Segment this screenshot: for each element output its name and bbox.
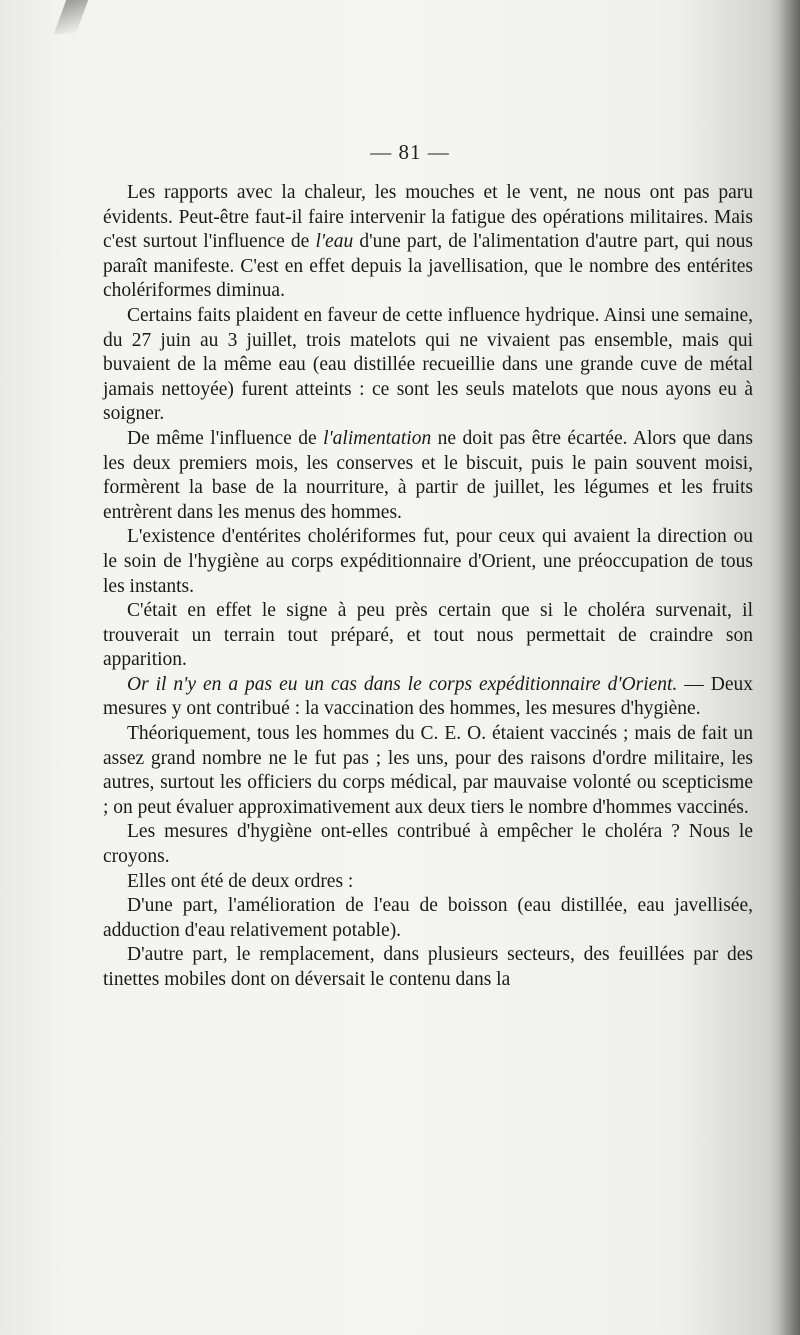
paragraph-water-improvement: D'une part, l'amélioration de l'eau de boisson (eau distillée, eau javellisée, adduction d'eau relativement potable). <box>103 895 753 941</box>
body-text <box>103 181 753 993</box>
emphasis-no-case: Or il n'y en a pas eu un cas dans le corps expéditionnaire d'Orient. <box>127 673 678 695</box>
paragraph-cholera-sign: C'était en effet le signe à peu près certain que si le choléra survenait, il trouverait un terrain tout préparé, et tout nous permettait de craindre son apparition. <box>103 600 753 671</box>
paragraph-water-influence: Certains faits plaident en faveur de cette influence hydrique. Ainsi une semaine, du 27 juin au 3 juillet, trois matelots qui ne vivaient pas ensemble, mais qui buvaient de la même eau (eau distillée recueillie dans une grande cuve de métal jamais nettoyée) furent atteints : ce sont les seuls matelots que nous ayons eu à soigner. <box>103 304 753 425</box>
page-edge-shadow <box>778 0 800 1335</box>
emphasis-alimentation: l'alimentation <box>323 427 432 449</box>
paragraph-hygiene-measures: Les mesures d'hygiène ont-elles contribué à empêcher le choléra ? Nous le croyons. <box>103 821 753 868</box>
paragraph-latrines: D'autre part, le remplacement, dans plusieurs secteurs, des feuillées par des tinettes mobiles dont on déversait le contenu dans la <box>103 944 753 990</box>
paragraph-heat-flies-wind: Les rapports avec la chaleur, les mouches et le vent, ne nous ont pas paru évidents. Peut-être faut-il faire intervenir la fatigue des opérations militaires. Mais c'est surtout l'influence de l'eau d'une part, de l'alimentation d'autre part, qui nous paraît manifeste. C'est en effet depuis la javellisation, que le nombre des entérites cholériformes diminua. <box>103 182 753 302</box>
paragraph-enteritis-concern: L'existence d'entérites cholériformes fut, pour ceux qui avaient la direction ou le soin de l'hygiène au corps expéditionnaire d'Orient, une préoccupation de tous les instants. <box>103 526 753 597</box>
paragraph-vaccination: Théoriquement, tous les hommes du C. E. O. étaient vaccinés ; mais de fait un assez grand nombre ne le fut pas ; les uns, pour des raisons d'ordre militaire, les autres, surtout les officiers du corps médical, par mauvaise volonté ou scepticisme ; on peut évaluer approximativement aux deux tiers le nombre d'hommes vaccinés. <box>103 723 753 818</box>
paragraph-no-cholera-case: Or il n'y en a pas eu un cas dans le corps expéditionnaire d'Orient. — Deux mesures y ont contribué : la vaccination des hommes, les mesures d'hygiène. <box>103 673 753 720</box>
page-number: — 81 — <box>370 140 450 164</box>
scan-artifact <box>54 0 88 34</box>
emphasis-water: l'eau <box>315 231 354 253</box>
paragraph-two-orders: Elles ont été de deux ordres : <box>127 870 354 892</box>
paragraph-food-influence: De même l'influence de l'alimentation ne doit pas être écartée. Alors que dans les deux premiers mois, les conserves et le biscuit, puis le pain souvent moisi, formèrent la base de la nourriture, à partir de juillet, les légumes et les fruits entrèrent dans les menus des hommes. <box>103 427 753 523</box>
